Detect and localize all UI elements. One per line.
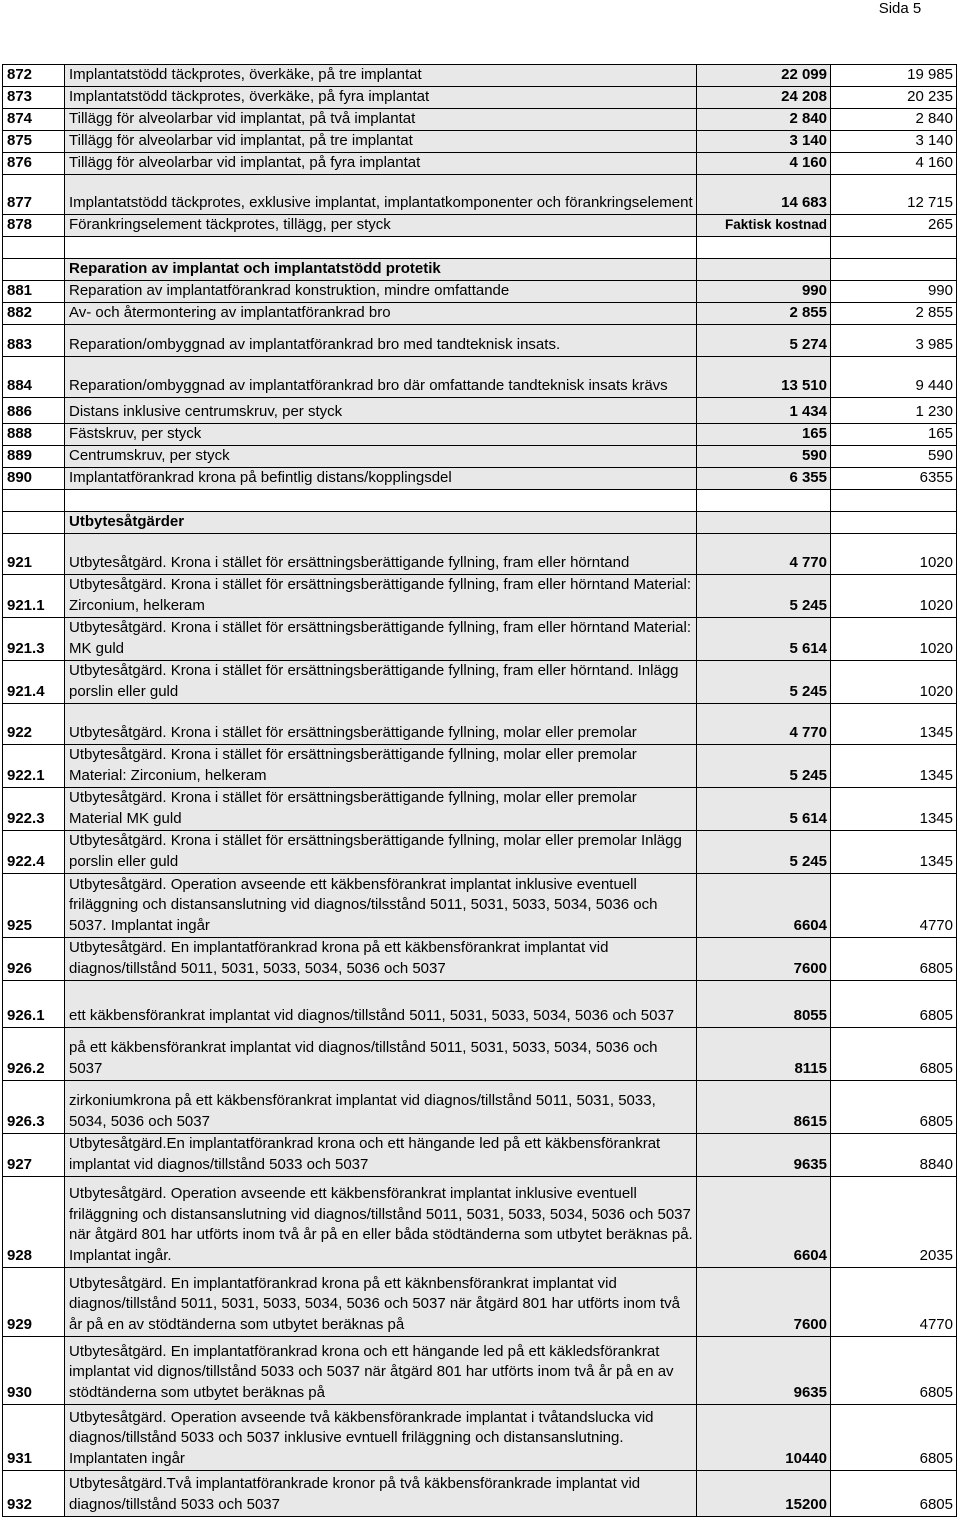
- table-row: [3, 704, 957, 745]
- fee-amount: 20 235: [831, 87, 957, 109]
- fee-amount: 1020: [831, 575, 957, 618]
- fee-amount: 1020: [831, 534, 957, 575]
- procedure-code: 926.3: [3, 1081, 65, 1134]
- reference-price: 2 840: [697, 109, 831, 131]
- procedure-code: 881: [3, 281, 65, 303]
- procedure-description: Förankringselement täckprotes, tillägg, per styck: [65, 215, 697, 237]
- procedure-description: Implantatstödd täckprotes, överkäke, på tre implantat: [65, 65, 697, 87]
- reference-price: 8615: [697, 1081, 831, 1134]
- fee-amount: 2 840: [831, 109, 957, 131]
- fee-amount: 19 985: [831, 65, 957, 87]
- table-row: [3, 534, 957, 575]
- table-row: [3, 661, 957, 704]
- blank-cell: [697, 237, 831, 259]
- procedure-description: Implantatstödd täckprotes, exklusive implantat, implantatkomponenter och förankringselement: [65, 175, 697, 215]
- procedure-code: 890: [3, 468, 65, 490]
- reference-price: 5 245: [697, 661, 831, 704]
- fee-amount: 6805: [831, 1337, 957, 1405]
- fee-amount: [831, 512, 957, 534]
- table-row: [3, 1177, 957, 1268]
- reference-price: Faktisk kostnad: [697, 215, 831, 237]
- table-row: [3, 87, 957, 109]
- fee-amount: 4770: [831, 874, 957, 938]
- table-row: [3, 424, 957, 446]
- fee-amount: 4 160: [831, 153, 957, 175]
- fee-amount: [831, 259, 957, 281]
- reference-price: 8115: [697, 1028, 831, 1081]
- procedure-code: [3, 259, 65, 281]
- reference-price: 7600: [697, 1268, 831, 1337]
- procedure-code: 922.1: [3, 745, 65, 788]
- procedure-description: Utbytesåtgärd. Krona i stället för ersättningsberättigande fyllning, molar eller premolar: [65, 704, 697, 745]
- procedure-description: Tillägg för alveolarbar vid implantat, på två implantat: [65, 109, 697, 131]
- fee-amount: 165: [831, 424, 957, 446]
- blank-cell: [697, 490, 831, 512]
- procedure-code: 921.4: [3, 661, 65, 704]
- section-heading: Utbytesåtgärder: [65, 512, 697, 534]
- procedure-code: 889: [3, 446, 65, 468]
- reference-price: 165: [697, 424, 831, 446]
- section-heading: Reparation av implantat och implantatstödd protetik: [65, 259, 697, 281]
- reference-price: [697, 259, 831, 281]
- table-row: [3, 575, 957, 618]
- fee-amount: 6805: [831, 938, 957, 981]
- procedure-code: 884: [3, 357, 65, 398]
- procedure-code: 929: [3, 1268, 65, 1337]
- procedure-code: 928: [3, 1177, 65, 1268]
- reference-price: 5 245: [697, 831, 831, 874]
- procedure-code: 931: [3, 1405, 65, 1471]
- procedure-code: 921.1: [3, 575, 65, 618]
- reference-price: 5 274: [697, 325, 831, 357]
- procedure-code: 926.1: [3, 981, 65, 1028]
- procedure-description: Utbytesåtgärd.En implantatförankrad krona och ett hängande led på ett käkbensförankrat implantat vid diagnos/tillstånd 5033 och 5037: [65, 1134, 697, 1177]
- reference-price: 24 208: [697, 87, 831, 109]
- reference-price: 3 140: [697, 131, 831, 153]
- table-row: [3, 1028, 957, 1081]
- table-row: [3, 788, 957, 831]
- procedure-description: Centrumskruv, per styck: [65, 446, 697, 468]
- procedure-code: 873: [3, 87, 65, 109]
- reference-price: 590: [697, 446, 831, 468]
- table-row: [3, 153, 957, 175]
- procedure-code: 926.2: [3, 1028, 65, 1081]
- procedure-description: Utbytesåtgärd.Två implantatförankrade kronor på två käkbensförankrade implantat vid diagnos/tillstånd 5033 och 5037: [65, 1471, 697, 1517]
- reference-price: 1 434: [697, 398, 831, 424]
- reference-price: 5 245: [697, 745, 831, 788]
- procedure-code: 886: [3, 398, 65, 424]
- blank-cell: [3, 490, 65, 512]
- table-row: [3, 1268, 957, 1337]
- procedure-description: Utbytesåtgärd. Operation avseende ett käkbensförankrat implantat inklusive eventuell friläggning och distansanslutning vid diagnos/tilsstånd 5011, 5031, 5033, 5034, 5036 och 5037. Implantat ingår: [65, 874, 697, 938]
- reference-price: 6 355: [697, 468, 831, 490]
- procedure-description: Implantatstödd täckprotes, överkäke, på fyra implantat: [65, 87, 697, 109]
- fee-amount: 6805: [831, 1471, 957, 1517]
- table-row: [3, 65, 957, 87]
- procedure-description: Utbytesåtgärd. Krona i stället för ersättningsberättigande fyllning, fram eller hörntand. Inlägg porslin eller guld: [65, 661, 697, 704]
- procedure-code: 926: [3, 938, 65, 981]
- procedure-code: 872: [3, 65, 65, 87]
- procedure-code: 922.4: [3, 831, 65, 874]
- procedure-code: 877: [3, 175, 65, 215]
- fee-amount: 1345: [831, 788, 957, 831]
- page-number: Sida 5: [878, 0, 922, 17]
- reference-price: 5 245: [697, 575, 831, 618]
- procedure-code: [3, 512, 65, 534]
- fee-amount: 6805: [831, 1405, 957, 1471]
- procedure-code: 925: [3, 874, 65, 938]
- procedure-code: 878: [3, 215, 65, 237]
- procedure-description: Utbytesåtgärd. Operation avseende ett käkbensförankrat implantat inklusive eventuell friläggning och distansanslutning vid diagnos/tillstånd 5011, 5031, 5033, 5034, 5036 och 5037 när åtgärd 801 har utförts inom två år på en eller båda stödtänderna som utbytet beräknas på. Implantat ingår.: [65, 1177, 697, 1268]
- reference-price: 2 855: [697, 303, 831, 325]
- reference-price: 5 614: [697, 788, 831, 831]
- section-heading-row: [3, 512, 957, 534]
- fee-amount: 1020: [831, 661, 957, 704]
- fee-amount: 990: [831, 281, 957, 303]
- procedure-code: 875: [3, 131, 65, 153]
- fee-amount: 1 230: [831, 398, 957, 424]
- table-row: [3, 303, 957, 325]
- procedure-description: Reparation/ombyggnad av implantatförankrad bro där omfattande tandteknisk insats krävs: [65, 357, 697, 398]
- fee-amount: 6355: [831, 468, 957, 490]
- procedure-description: Av- och återmontering av implantatförankrad bro: [65, 303, 697, 325]
- procedure-code: 876: [3, 153, 65, 175]
- table-row: [3, 831, 957, 874]
- reference-price: [697, 512, 831, 534]
- procedure-description: Fästskruv, per styck: [65, 424, 697, 446]
- price-table-body: [3, 65, 957, 1517]
- table-row: [3, 938, 957, 981]
- reference-price: 4 160: [697, 153, 831, 175]
- table-row: [3, 745, 957, 788]
- reference-price: 9635: [697, 1337, 831, 1405]
- fee-amount: 1020: [831, 618, 957, 661]
- fee-amount: 1345: [831, 704, 957, 745]
- reference-price: 8055: [697, 981, 831, 1028]
- procedure-code: 927: [3, 1134, 65, 1177]
- fee-amount: 2035: [831, 1177, 957, 1268]
- procedure-description: Utbytesåtgärd. Krona i stället för ersättningsberättigande fyllning, fram eller hörntand: [65, 534, 697, 575]
- fee-amount: 3 140: [831, 131, 957, 153]
- blank-cell: [3, 237, 65, 259]
- blank-cell: [65, 490, 697, 512]
- reference-price: 4 770: [697, 704, 831, 745]
- table-row: [3, 618, 957, 661]
- procedure-code: 882: [3, 303, 65, 325]
- procedure-description: ett käkbensförankrat implantat vid diagnos/tillstånd 5011, 5031, 5033, 5034, 5036 och 5037: [65, 981, 697, 1028]
- procedure-description: Reparation av implantatförankrad konstruktion, mindre omfattande: [65, 281, 697, 303]
- fee-amount: 1345: [831, 831, 957, 874]
- procedure-description: Utbytesåtgärd. En implantatförankrad krona på ett käknbensförankrat implantat vid diagnos/tillstånd 5011, 5031, 5033, 5034, 5036 och 5037 när åtgärd 801 har utförts inom två år på en av stödtänderna som utbytet beräknas på: [65, 1268, 697, 1337]
- reference-price: 990: [697, 281, 831, 303]
- procedure-description: Utbytesåtgärd. Krona i stället för ersättningsberättigande fyllning, fram eller hörntand Material: MK guld: [65, 618, 697, 661]
- table-row: [3, 1081, 957, 1134]
- procedure-description: på ett käkbensförankrat implantat vid diagnos/tillstånd 5011, 5031, 5033, 5034, 5036 och 5037: [65, 1028, 697, 1081]
- reference-price: 15200: [697, 1471, 831, 1517]
- procedure-description: Tillägg för alveolarbar vid implantat, på fyra implantat: [65, 153, 697, 175]
- blank-row: [3, 490, 957, 512]
- fee-amount: 265: [831, 215, 957, 237]
- blank-cell: [831, 237, 957, 259]
- reference-price: 5 614: [697, 618, 831, 661]
- table-row: [3, 874, 957, 938]
- procedure-description: Utbytesåtgärd. En implantatförankrad krona och ett hängande led på ett käkledsförankrat implantat vid dignos/tillstånd 5033 och 5037 när åtgärd 801 har utförts inom två år på en av stödtänderna som utbytet beräknas på: [65, 1337, 697, 1405]
- procedure-description: Utbytesåtgärd. Krona i stället för ersättningsberättigande fyllning, fram eller hörntand Material: Zirconium, helkeram: [65, 575, 697, 618]
- procedure-code: 930: [3, 1337, 65, 1405]
- fee-amount: 6805: [831, 1081, 957, 1134]
- table-row: [3, 131, 957, 153]
- table-row: [3, 398, 957, 424]
- fee-amount: 1345: [831, 745, 957, 788]
- procedure-description: zirkoniumkrona på ett käkbensförankrat implantat vid diagnos/tillstånd 5011, 5031, 5033, 5034, 5036 och 5037: [65, 1081, 697, 1134]
- table-row: [3, 357, 957, 398]
- section-heading-row: [3, 259, 957, 281]
- procedure-description: Reparation/ombyggnad av implantatförankrad bro med tandteknisk insats.: [65, 325, 697, 357]
- table-row: [3, 1134, 957, 1177]
- table-row: [3, 1405, 957, 1471]
- procedure-code: 888: [3, 424, 65, 446]
- table-row: [3, 468, 957, 490]
- fee-amount: 3 985: [831, 325, 957, 357]
- fee-amount: 6805: [831, 1028, 957, 1081]
- reference-price: 22 099: [697, 65, 831, 87]
- table-row: [3, 281, 957, 303]
- procedure-code: 921: [3, 534, 65, 575]
- procedure-code: 921.3: [3, 618, 65, 661]
- reference-price: 14 683: [697, 175, 831, 215]
- procedure-code: 922: [3, 704, 65, 745]
- fee-amount: 8840: [831, 1134, 957, 1177]
- reference-price: 6604: [697, 1177, 831, 1268]
- fee-amount: 6805: [831, 981, 957, 1028]
- reference-price: 10440: [697, 1405, 831, 1471]
- table-row: [3, 981, 957, 1028]
- reference-price: 9635: [697, 1134, 831, 1177]
- reference-price: 7600: [697, 938, 831, 981]
- blank-cell: [65, 237, 697, 259]
- fee-amount: 12 715: [831, 175, 957, 215]
- fee-amount: 4770: [831, 1268, 957, 1337]
- blank-cell: [831, 490, 957, 512]
- procedure-description: Utbytesåtgärd. Krona i stället för ersättningsberättigande fyllning, molar eller premolar Material: Zirconium, helkeram: [65, 745, 697, 788]
- procedure-description: Utbytesåtgärd. Operation avseende två käkbensförankrade implantat i tvåtandslucka vid diagnos/tillstånd 5033 och 5037 inklusive evntuell friläggning och distansanslutning. Implantaten ingår: [65, 1405, 697, 1471]
- table-row: [3, 1471, 957, 1517]
- blank-row: [3, 237, 957, 259]
- procedure-code: 883: [3, 325, 65, 357]
- price-table: [2, 64, 957, 1517]
- reference-price: 13 510: [697, 357, 831, 398]
- procedure-code: 932: [3, 1471, 65, 1517]
- procedure-description: Utbytesåtgärd. En implantatförankrad krona på ett käkbensförankrat implantat vid diagnos/tillstånd 5011, 5031, 5033, 5034, 5036 och 5037: [65, 938, 697, 981]
- procedure-description: Utbytesåtgärd. Krona i stället för ersättningsberättigande fyllning, molar eller premolar Material MK guld: [65, 788, 697, 831]
- procedure-description: Implantatförankrad krona på befintlig distans/kopplingsdel: [65, 468, 697, 490]
- reference-price: 4 770: [697, 534, 831, 575]
- procedure-description: Distans inklusive centrumskruv, per styck: [65, 398, 697, 424]
- table-row: [3, 109, 957, 131]
- fee-amount: 590: [831, 446, 957, 468]
- table-row: [3, 446, 957, 468]
- procedure-code: 922.3: [3, 788, 65, 831]
- table-row: [3, 215, 957, 237]
- procedure-code: 874: [3, 109, 65, 131]
- table-row: [3, 1337, 957, 1405]
- reference-price: 6604: [697, 874, 831, 938]
- fee-amount: 9 440: [831, 357, 957, 398]
- table-row: [3, 175, 957, 215]
- table-row: [3, 325, 957, 357]
- procedure-description: Tillägg för alveolarbar vid implantat, på tre implantat: [65, 131, 697, 153]
- fee-amount: 2 855: [831, 303, 957, 325]
- procedure-description: Utbytesåtgärd. Krona i stället för ersättningsberättigande fyllning, molar eller premolar Inlägg porslin eller guld: [65, 831, 697, 874]
